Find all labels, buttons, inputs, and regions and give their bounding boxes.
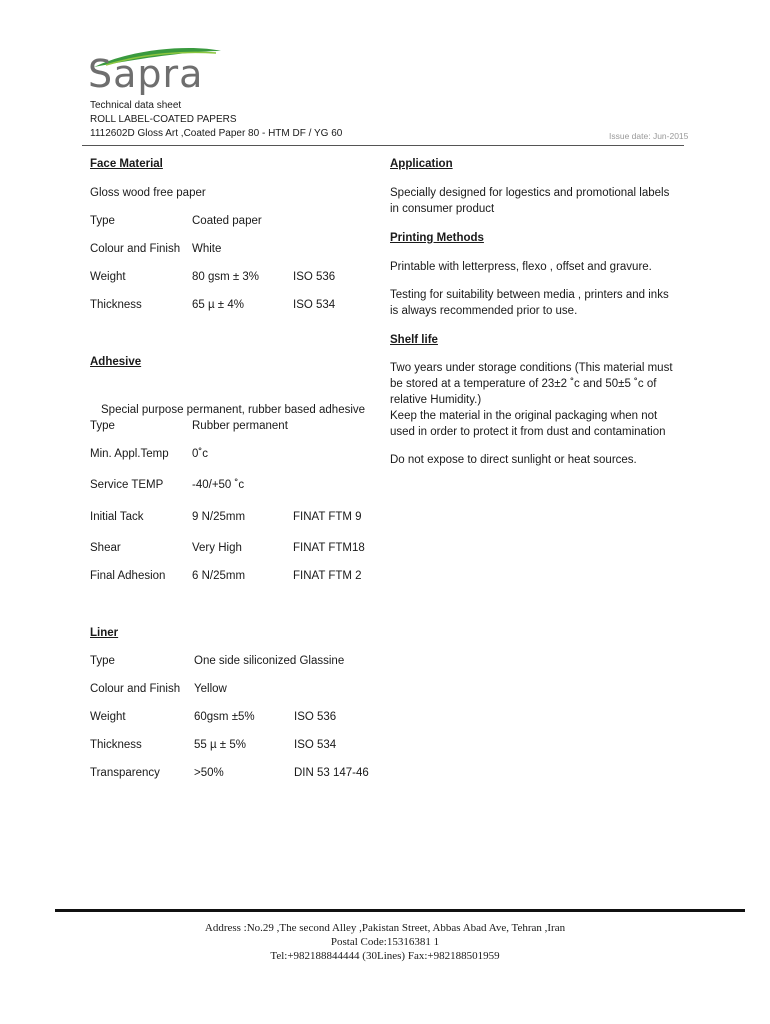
- footer-address: Address :No.29 ,The second Alley ,Pakistan Street, Abbas Abad Ave, Tehran ,Iran: [204, 922, 566, 934]
- shelf-line: Two years under storage conditions (This material must: [390, 362, 673, 374]
- footer-contact: Tel:+982188844444 (30Lines) Fax:+982188501959: [270, 950, 500, 962]
- application-text-1: Specially designed for logestics and promotional labels: [390, 187, 670, 199]
- liner-row-value: Yellow: [194, 683, 227, 695]
- adhesive-row-value: -40/+50 ˚c: [192, 479, 245, 491]
- adhesive-row-label: Service TEMP: [90, 479, 164, 491]
- face-row-standard: ISO 536: [293, 271, 336, 283]
- face-row-value: White: [192, 243, 222, 255]
- product-code: 1112602D Gloss Art ,Coated Paper 80 - HTM DF / YG 60: [90, 128, 343, 139]
- liner-row-label: Colour and Finish: [90, 683, 181, 695]
- doc-type: Technical data sheet: [90, 100, 182, 111]
- application-text-2: in consumer product: [390, 203, 495, 215]
- shelf-line: used in order to protect it from dust and contamination: [390, 426, 666, 438]
- face-row-value: Coated paper: [192, 215, 262, 227]
- liner-row-value: 55 µ ± 5%: [194, 739, 246, 751]
- footer-divider: [55, 909, 745, 912]
- adhesive-row-label: Final Adhesion: [90, 570, 166, 582]
- application-title: Application: [390, 158, 453, 170]
- face-row-label: Thickness: [90, 299, 142, 311]
- shelf-note: Do not expose to direct sunlight or heat sources.: [390, 454, 637, 466]
- product-category: ROLL LABEL-COATED PAPERS: [90, 114, 237, 125]
- liner-row-value: >50%: [194, 767, 224, 779]
- brand-name: Sapra: [88, 52, 204, 96]
- face-row-standard: ISO 534: [293, 299, 336, 311]
- adhesive-row-standard: FINAT FTM18: [293, 542, 365, 554]
- face-row-value: 80 gsm ± 3%: [192, 271, 260, 283]
- printing-text-2: Testing for suitability between media , printers and inks: [390, 289, 669, 301]
- adhesive-row-label: Initial Tack: [90, 511, 144, 523]
- adhesive-row-value: Rubber permanent: [192, 420, 288, 432]
- printing-text-3: is always recommended prior to use.: [390, 305, 578, 317]
- printing-title: Printing Methods: [390, 232, 484, 244]
- adhesive-desc: Special purpose permanent, rubber based adhesive: [101, 404, 366, 416]
- face-desc: Gloss wood free paper: [90, 187, 206, 199]
- liner-row-value: One side siliconized Glassine: [194, 655, 345, 667]
- adhesive-row-value: 0˚c: [192, 448, 208, 460]
- adhesive-row-value: 6 N/25mm: [192, 570, 246, 582]
- face-row-label: Colour and Finish: [90, 243, 181, 255]
- adhesive-row-label: Shear: [90, 542, 121, 554]
- liner-row-value: 60gsm ±5%: [194, 711, 255, 723]
- shelf-line: be stored at a temperature of 23±2 ˚c and 50±5 ˚c of: [390, 378, 657, 390]
- adhesive-row-standard: FINAT FTM 2: [293, 570, 362, 582]
- liner-row-label: Thickness: [90, 739, 142, 751]
- liner-row-standard: ISO 536: [294, 711, 337, 723]
- printing-text-1: Printable with letterpress, flexo , offset and gravure.: [390, 261, 652, 273]
- adhesive-row-standard: FINAT FTM 9: [293, 511, 362, 523]
- face-row-value: 65 µ ± 4%: [192, 299, 244, 311]
- liner-title: Liner: [90, 627, 119, 639]
- liner-row-standard: DIN 53 147-46: [294, 767, 369, 779]
- issue-date: Issue date: Jun-2015: [609, 131, 689, 141]
- shelf-line: relative Humidity.): [390, 394, 482, 406]
- shelf-line: Keep the material in the original packaging when not: [390, 410, 658, 422]
- face-title: Face Material: [90, 158, 163, 170]
- footer-postal: Postal Code:15316381 1: [330, 936, 440, 948]
- adhesive-row-label: Min. Appl.Temp: [90, 448, 169, 460]
- adhesive-title: Adhesive: [90, 356, 142, 368]
- liner-row-label: Weight: [90, 711, 126, 723]
- shelf-title: Shelf life: [390, 334, 438, 346]
- face-row-label: Type: [90, 215, 115, 227]
- liner-row-label: Type: [90, 655, 115, 667]
- liner-row-standard: ISO 534: [294, 739, 337, 751]
- adhesive-row-value: 9 N/25mm: [192, 511, 246, 523]
- liner-row-label: Transparency: [90, 767, 160, 779]
- adhesive-row-value: Very High: [192, 542, 242, 554]
- header-divider: [82, 145, 684, 146]
- adhesive-row-label: Type: [90, 420, 115, 432]
- face-row-label: Weight: [90, 271, 126, 283]
